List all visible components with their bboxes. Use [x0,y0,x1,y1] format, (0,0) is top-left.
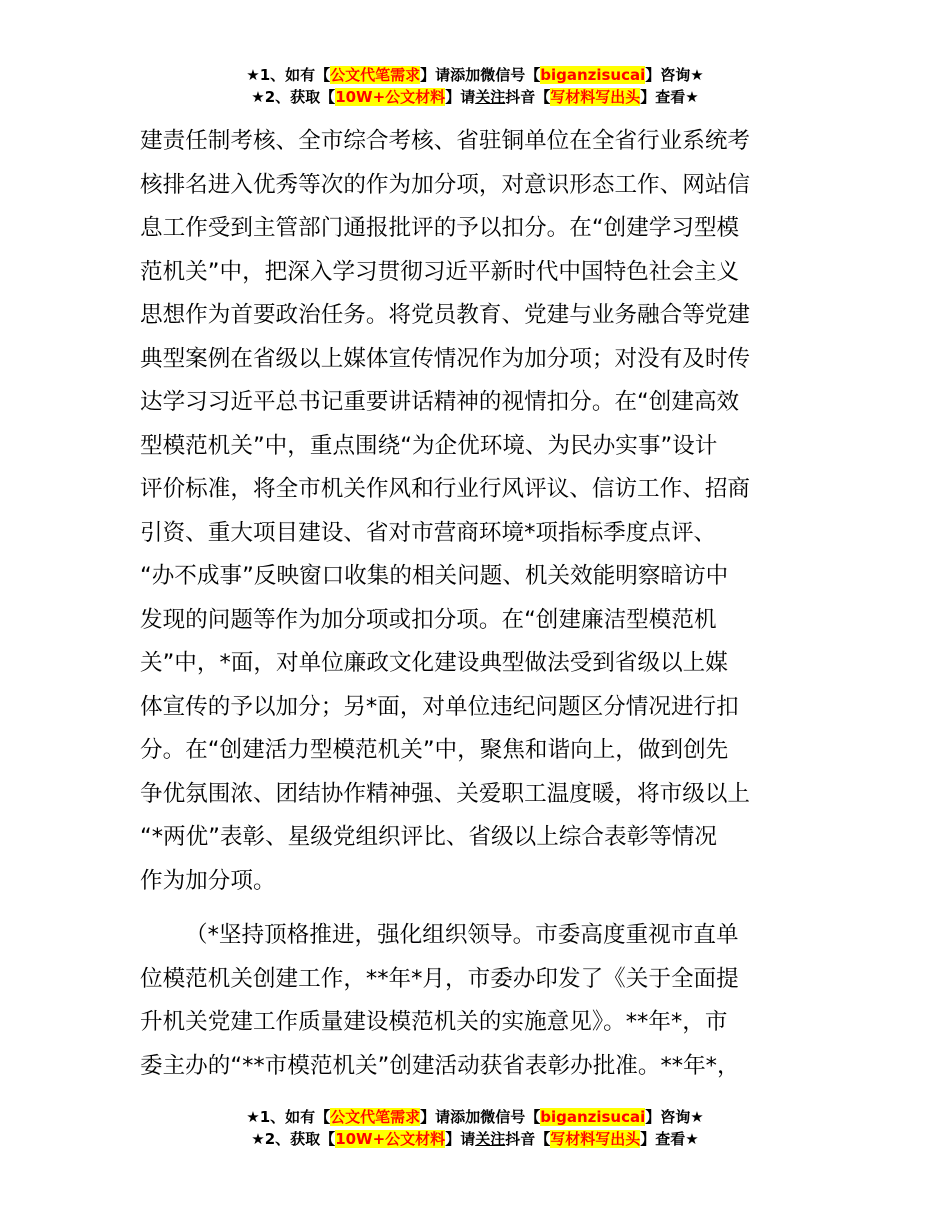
text-line: 息工作受到主管部门通报批评的予以扣分。在“创建学习型模 [140,215,740,241]
banner-text: 】请添 [420,1108,466,1126]
paragraph-1 [140,120,815,903]
highlight-materials: 10W+公文材料 [335,1130,446,1148]
paragraph-2 [140,914,815,1088]
text-line: 关”中，*面，对单位廉政文化建设典型做法受到省级以上媒 [140,650,728,676]
banner-line-2 [0,1128,950,1150]
banner-text: 】咨询★ [645,1108,704,1126]
banner-text: ★2、获取【 [251,88,336,106]
text-line: 分。在“创建活力型模范机关”中，聚焦和谐向上，做到创先 [140,737,729,763]
text-line: 评价标准，将全市机关作风和行业行风评议、信访工作、招商 [140,476,751,502]
footer-banner [0,1106,950,1150]
document-body [140,120,815,1088]
text-line: 达学习习近平总书记重要讲话精神的视情扣分。在“创建高效 [140,389,740,415]
text-line: 典型案例在省级以上媒体宣传情况作为加分项；对没有及时传 [140,345,751,372]
highlight-wechat-id: biganzisucai [540,1108,646,1126]
banner-text: 】查看★ [640,88,699,106]
banner-text: 】查看★ [640,1130,699,1148]
header-banner [0,64,950,108]
text-line: 引资、重大项目建设、省对市营商环境*项指标季度点评、 [140,519,717,546]
banner-text: 关注 [475,88,506,106]
highlight-materials: 10W+公文材料 [335,88,446,106]
highlight-service: 公文代笔需求 [330,66,421,84]
text-line: （*坚持顶格推进，强化组织领导。市委高度重视市直单 [185,922,739,948]
text-line: 范机关”中，把深入学习贯彻习近平新时代中国特色社会主义 [140,258,740,285]
banner-text: 微信号【 [480,1108,541,1126]
banner-text: ★1、如有【 [246,66,331,84]
banner-text: 】请添 [420,66,466,84]
banner-text: 关注 [475,1130,506,1148]
banner-text: ★2、获取【 [251,1130,336,1148]
text-line: “*两优”表彰、星级党组织评比、省级以上综合表彰等情况 [140,824,717,850]
text-line: 作为加分项。 [140,867,276,894]
text-line: 争优氛围浓、团结协作精神强、关爱职工温度暖，将市级以上 [140,780,751,807]
banner-text: ★1、如有【 [246,1108,331,1126]
text-line: 建责任制考核、全市综合考核、省驻铜单位在全省行业系统考 [140,128,751,154]
text-line: 型模范机关”中，重点围绕“为企优环境、为民办实事”设计 [140,432,718,459]
banner-text: 】请 [445,1130,476,1148]
banner-text: 加 [465,1108,481,1126]
text-line: 委主办的“**市模范机关”创建活动获省表彰办批准。**年*， [140,1052,740,1079]
text-line: “办不成事”反映窗口收集的相关问题、机关效能明察暗访中 [140,563,729,589]
banner-line-1 [0,64,950,86]
banner-text: 微信号【 [480,66,541,84]
highlight-douyin-account: 写材料写出头 [550,1130,641,1148]
highlight-douyin-account: 写材料写出头 [550,88,641,106]
text-line: 发现的问题等作为加分项或扣分项。在“创建廉洁型模范机 [140,606,717,633]
banner-text: 】咨询★ [645,66,704,84]
banner-text: 】请 [445,88,476,106]
highlight-wechat-id: biganzisucai [540,66,646,84]
banner-line-2 [0,86,950,108]
text-line: 思想作为首要政治任务。将党员教育、党建与业务融合等党建 [140,302,751,328]
highlight-service: 公文代笔需求 [330,1108,421,1126]
text-line: 位模范机关创建工作，**年*月，市委办印发了《关于全面提 [140,965,739,992]
text-line: 体宣传的予以加分；另*面，对单位违纪问题区分情况进行扣 [140,693,739,720]
banner-text: 抖音【 [505,88,551,106]
text-line: 升机关党建工作质量建设模范机关的实施意见》。**年*，市 [140,1009,728,1035]
banner-line-1 [0,1106,950,1128]
banner-text: 抖音【 [505,1130,551,1148]
banner-text: 加 [465,66,481,84]
text-line: 核排名进入优秀等次的作为加分项，对意识形态工作、网站信 [140,171,751,198]
